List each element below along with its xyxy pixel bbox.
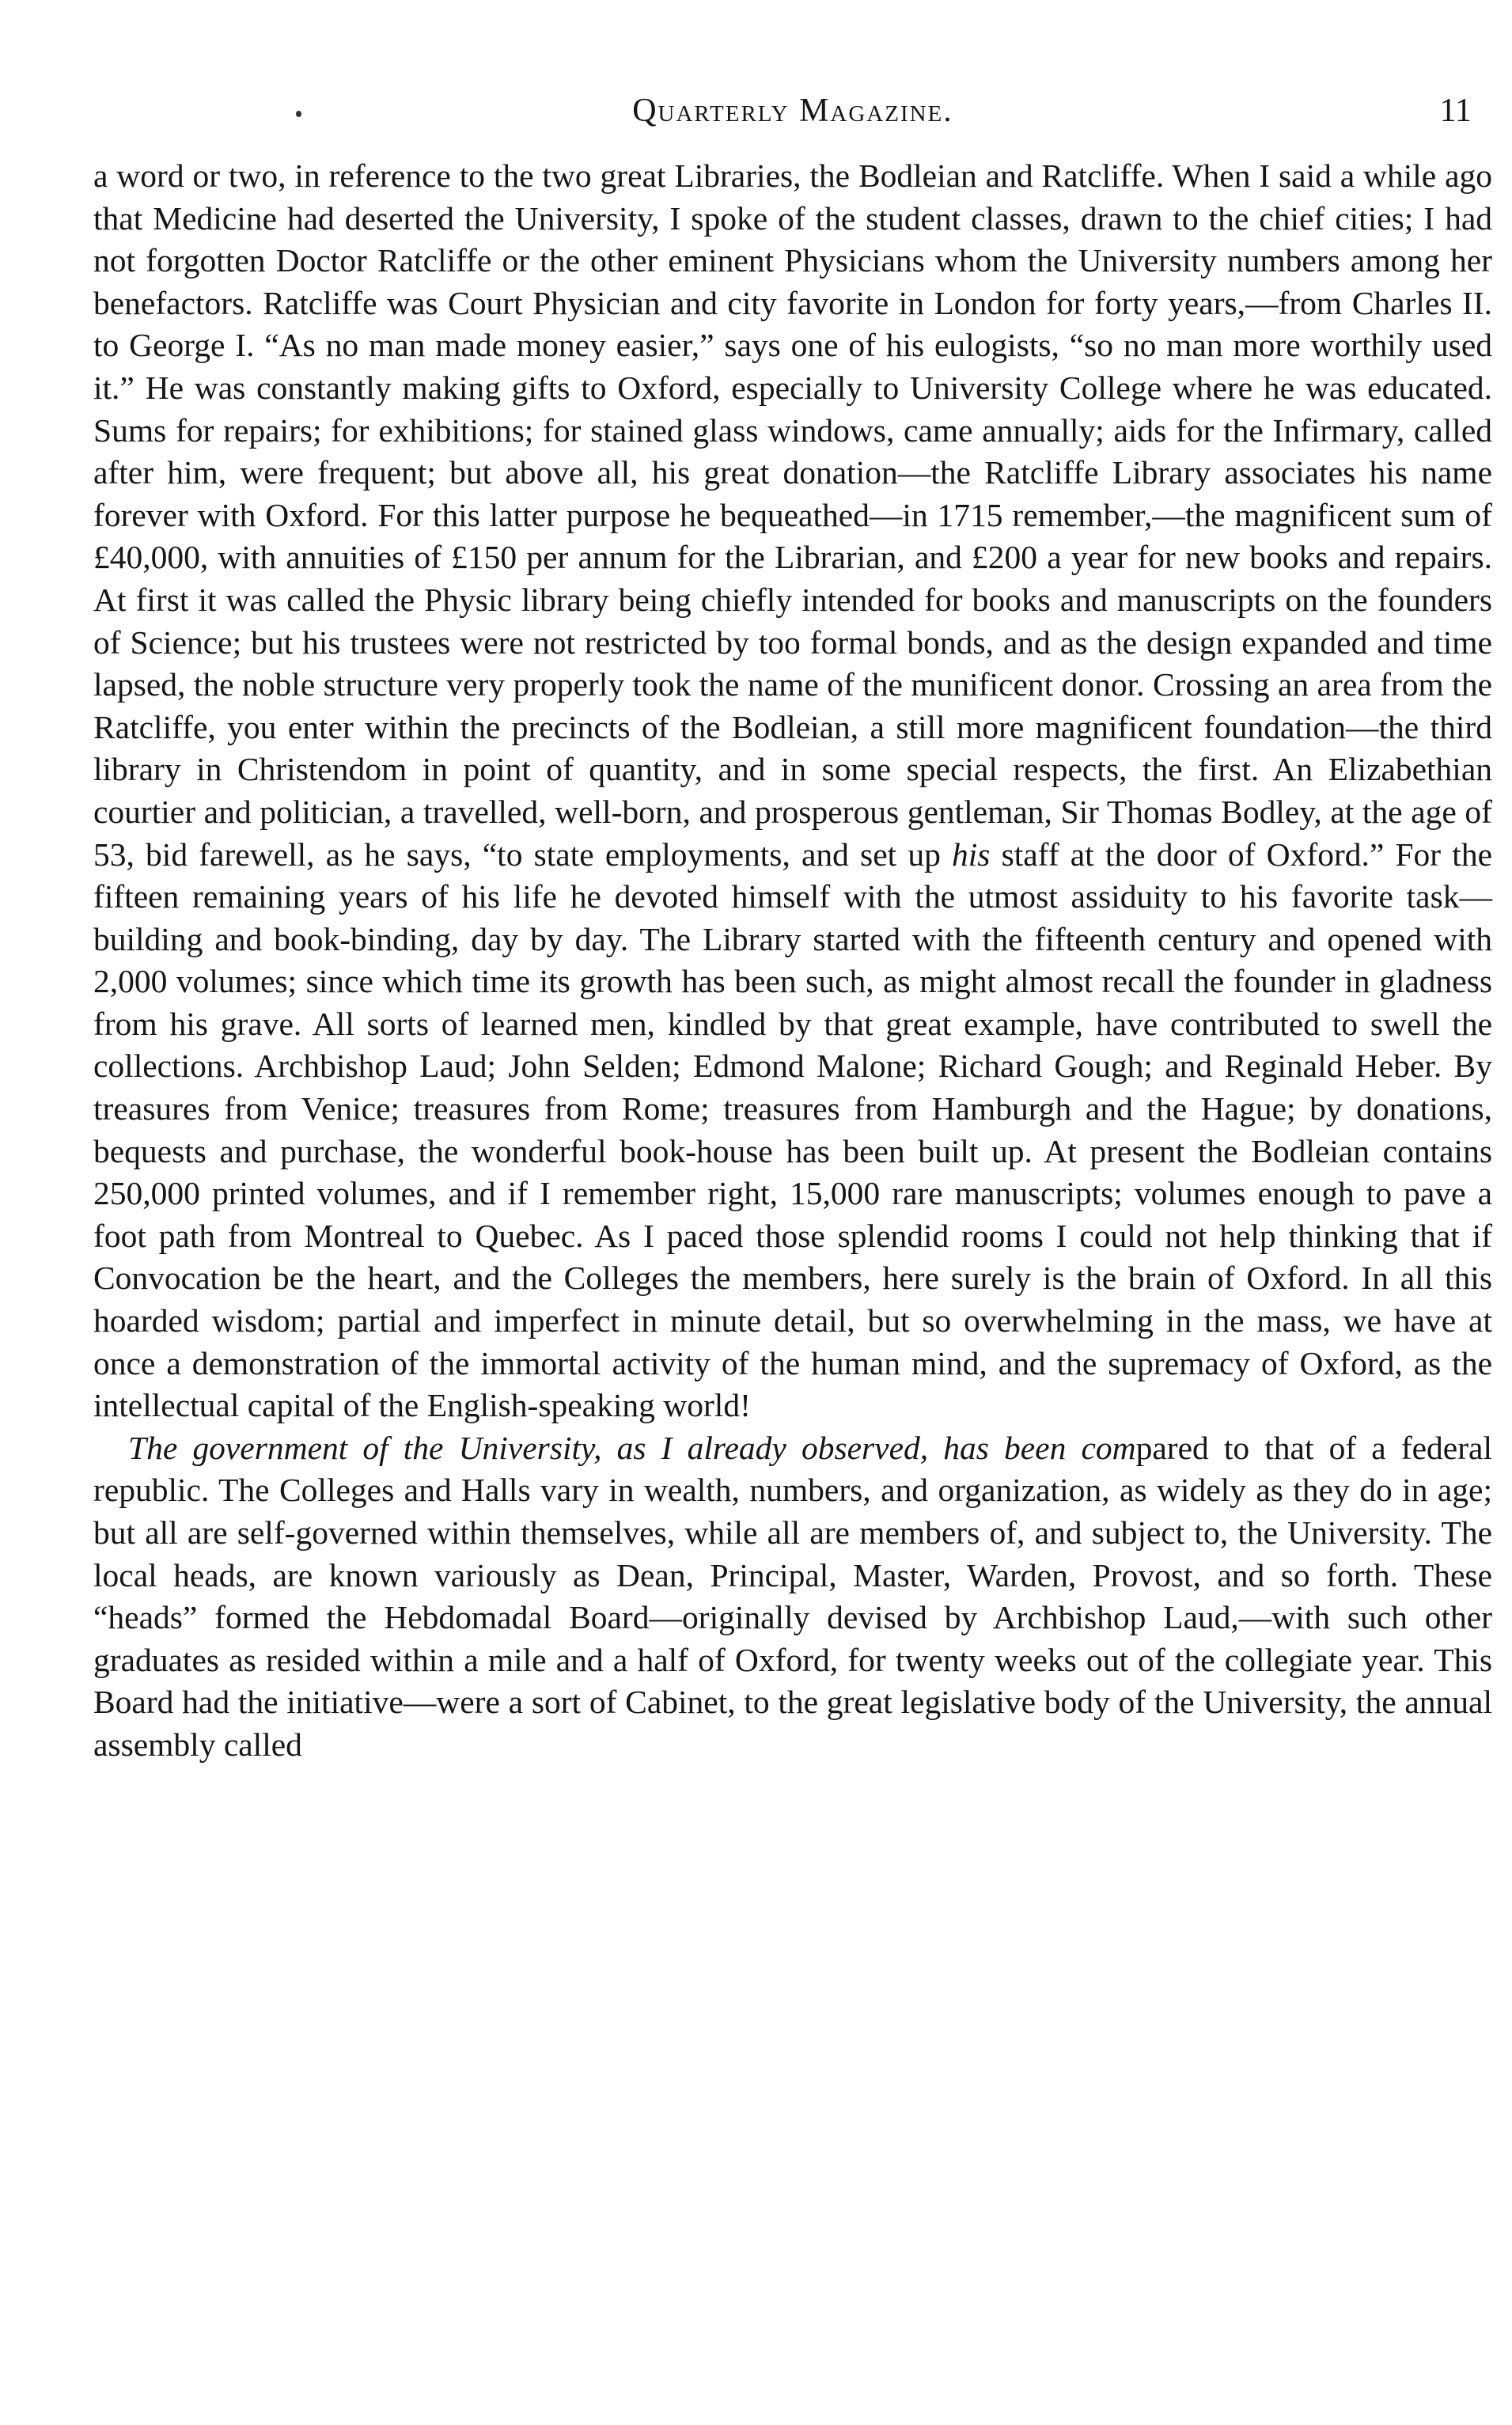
paragraph-1 — [93, 155, 1492, 1427]
italic-run: The government of the University, as I already observed, has been com — [128, 1429, 1136, 1466]
text-run: pared to that of a federal republic. The Colleges and Halls vary in wealth, numbers, and organization, as widely as they do in age; but all are self-governed within themselves, while all are members of, and subject to, the University. The local heads, are known variously as Dean, Principal, Master, Warden, Provost, and so forth. These “heads” formed the Hebdomadal Board—originally devised by Archbishop Laud,—with such other graduates as resided within a mile and a half of Oxford, for twenty weeks out of the collegiate year. This Board had the initiative—were a sort of Cabinet, to the great legislative body of the University, the annual assembly called — [93, 1429, 1492, 1763]
document-page — [93, 76, 1492, 1767]
page-header — [93, 76, 1492, 155]
text-run: a word or two, in reference to the two great Libraries, the Bodleian and Ratcliffe. When I said a while ago that Medicine had deserted the University, I spoke of the student classes, drawn to the chief cities; I had not forgotten Doctor Ratcliffe or the other eminent Physicians whom the University numbers among her benefactors. Ratcliffe was Court Physician and city favorite in London for forty years,—from Charles II. to George I. “As no man made money easier,” says one of his eulogists, “so no man more worthily used it.” He was constantly making gifts to Oxford, especially to University College where he was educated. Sums for repairs; for exhibitions; for stained glass windows, came annually; aids for the Infirmary, called after him, were frequent; but above all, his great donation—the Ratcliffe Library associates his name forever with Oxford. For this latter purpose he bequeathed—in 1715 remember,—the magnificent sum of £40,000, with annuities of £150 per annum for the Librarian, and £200 a year for new books and repairs. At first it was called the Physic library being chiefly intended for books and manuscripts on the founders of Science; but his trustees were not restricted by too formal bonds, and as the design expanded and time lapsed, the noble structure very properly took the name of the munificent donor. Crossing an area from the Ratcliffe, you enter within the precincts of the Bodleian, a still more magnificent foundation—the third library in Christendom in point of quantity, and in some special respects, the first. An Elizabethian courtier and politician, a travelled, well-born, and prosperous gentleman, Sir Thomas Bodley, at the age of 53, bid farewell, as he says, “to state employments, and set up — [93, 157, 1492, 873]
text-run: staff at the door of Oxford.” For the fifteen remaining years of his life he devoted himself with the utmost assiduity to his favorite task—building and book-binding, day by day. The Library started with the fifteenth century and opened with 2,000 volumes; since which time its growth has been such, as might almost recall the founder in gladness from his grave. All sorts of learned men, kindled by that great example, have contributed to swell the collections. Archbishop Laud; John Selden; Edmond Malone; Richard Gough; and Reginald Heber. By treasures from Venice; treasures from Rome; treasures from Hamburgh and the Hague; by donations, bequests and purchase, the wonderful book-house has been built up. At present the Bodleian contains 250,000 printed volumes, and if I remember right, 15,000 rare manuscripts; volumes enough to pave a foot path from Montreal to Quebec. As I paced those splendid rooms I could not help thinking that if Convocation be the heart, and the Colleges the members, here surely is the brain of Oxford. In all this hoarded wisdom; partial and imperfect in minute detail, but so overwhelming in the mass, we have at once a demonstration of the immortal activity of the human mind, and the supremacy of Oxford, as the intellectual capital of the English-speaking world! — [93, 835, 1492, 1424]
running-title: Quarterly Magazine. — [632, 93, 953, 129]
page-number: 11 — [1439, 93, 1472, 129]
body-text — [93, 155, 1492, 1767]
italic-run: his — [951, 835, 991, 873]
paragraph-2 — [93, 1427, 1492, 1767]
